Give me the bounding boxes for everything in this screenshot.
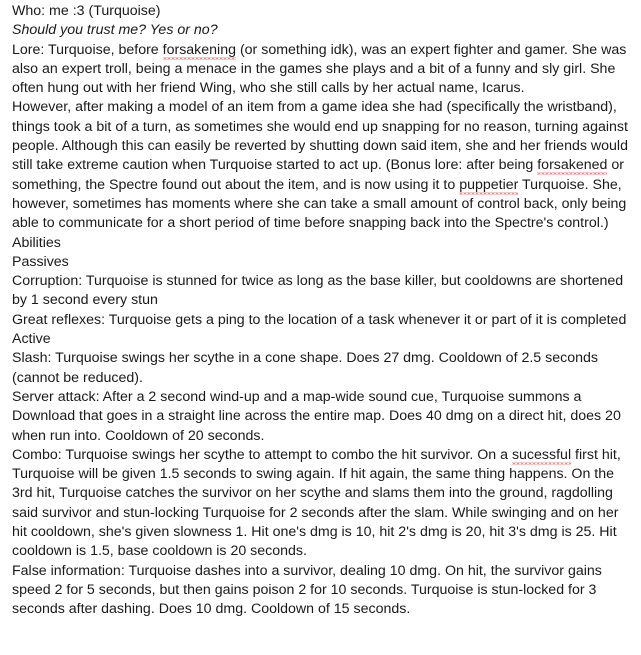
text-run: Turquoise. She, however, sometimes has moments where she can take a small amount of control back, only being able to communicate for a short period of time before snapping back into the Spectre's control.) [12, 176, 627, 232]
spellcheck-misspelled-word: forsakening [162, 41, 236, 58]
trust-question: Should you trust me? Yes or no? [12, 22, 218, 39]
text-run: Combo: Turquoise swings her scythe to attempt to combo the hit survivor. On a [12, 446, 512, 463]
passive-great-reflexes: Great reflexes: Turquoise gets a ping to the location of a task whenever it or part of it is completed [12, 311, 627, 328]
passives-heading: Passives [12, 253, 69, 270]
spellcheck-misspelled-word: puppetier [459, 176, 519, 193]
text-run: (or something idk), was an expert fighter and gamer. She was also an expert troll, being a menace in the games she plays and a bit of a funny and sly girl. She often hung out with her friend Wing, who she still calls by her actual name, Icarus. [12, 41, 627, 97]
abilities-heading: Abilities [12, 234, 61, 251]
active-heading: Active [12, 331, 51, 348]
ability-false-information: False information: Turquoise dashes into a survivor, dealing 10 dmg. On hit, the survivor gains speed 2 for 5 seconds, but then gains poison 2 for 10 seconds. Turquoise is stun-locked for 3 seconds after dashing. Does 10 dmg. Cooldown of 15 seconds. [12, 562, 602, 618]
spellcheck-misspelled-word: sucessful [511, 446, 572, 463]
spellcheck-misspelled-word: forsakened [537, 157, 608, 174]
ability-slash: Slash: Turquoise swings her scythe in a cone shape. Does 27 dmg. Cooldown of 2.5 seconds (cannot be reduced). [12, 350, 598, 386]
lore-paragraph [12, 41, 631, 99]
passive-corruption: Corruption: Turquoise is stunned for twice as long as the base killer, but cooldowns are shortened by 1 second every stun [12, 273, 624, 309]
text-run: Lore: Turquoise, before [12, 41, 163, 58]
ability-server-attack: Server attack: After a 2 second wind-up and a map-wide sound cue, Turquoise summons a Download that goes in a straight line across the entire map. Does 40 dmg on a direct hit, does 20 when run into. Cooldown of 20 seconds. [12, 388, 621, 444]
ability-combo [12, 446, 631, 562]
text-run: However, after making a model of an item from a game idea she had (specifically the wristband), things took a bit of a turn, as sometimes she would end up snapping for no reason, turning against people. Although this can easily be reverted by shutting down said item, she and her friends would still take extreme caution when Turquoise started to act up. (Bonus lore: after being [12, 99, 628, 174]
who-line: Who: me :3 (Turquoise) [12, 3, 161, 19]
lore-paragraph-2 [12, 98, 631, 233]
text-run: or something, the Spectre found out about the item, and is now using it to [12, 157, 624, 193]
text-run: first hit, Turquoise will be given 1.5 seconds to swing again. If hit again, the same thing happens. On the 3rd hit, Turquoise catches the survivor on her scythe and slams them into the ground, ragdolling said survivor and stun-locking Turquoise for 2 seconds after the slam. While swinging and on her hit cooldown, she's given slowness 1. Hit one's dmg is 10, hit 2's dmg is 20, hit 3's dmg is 25. Hit cooldown is 1.5, base cooldown is 20 seconds. [12, 446, 621, 560]
